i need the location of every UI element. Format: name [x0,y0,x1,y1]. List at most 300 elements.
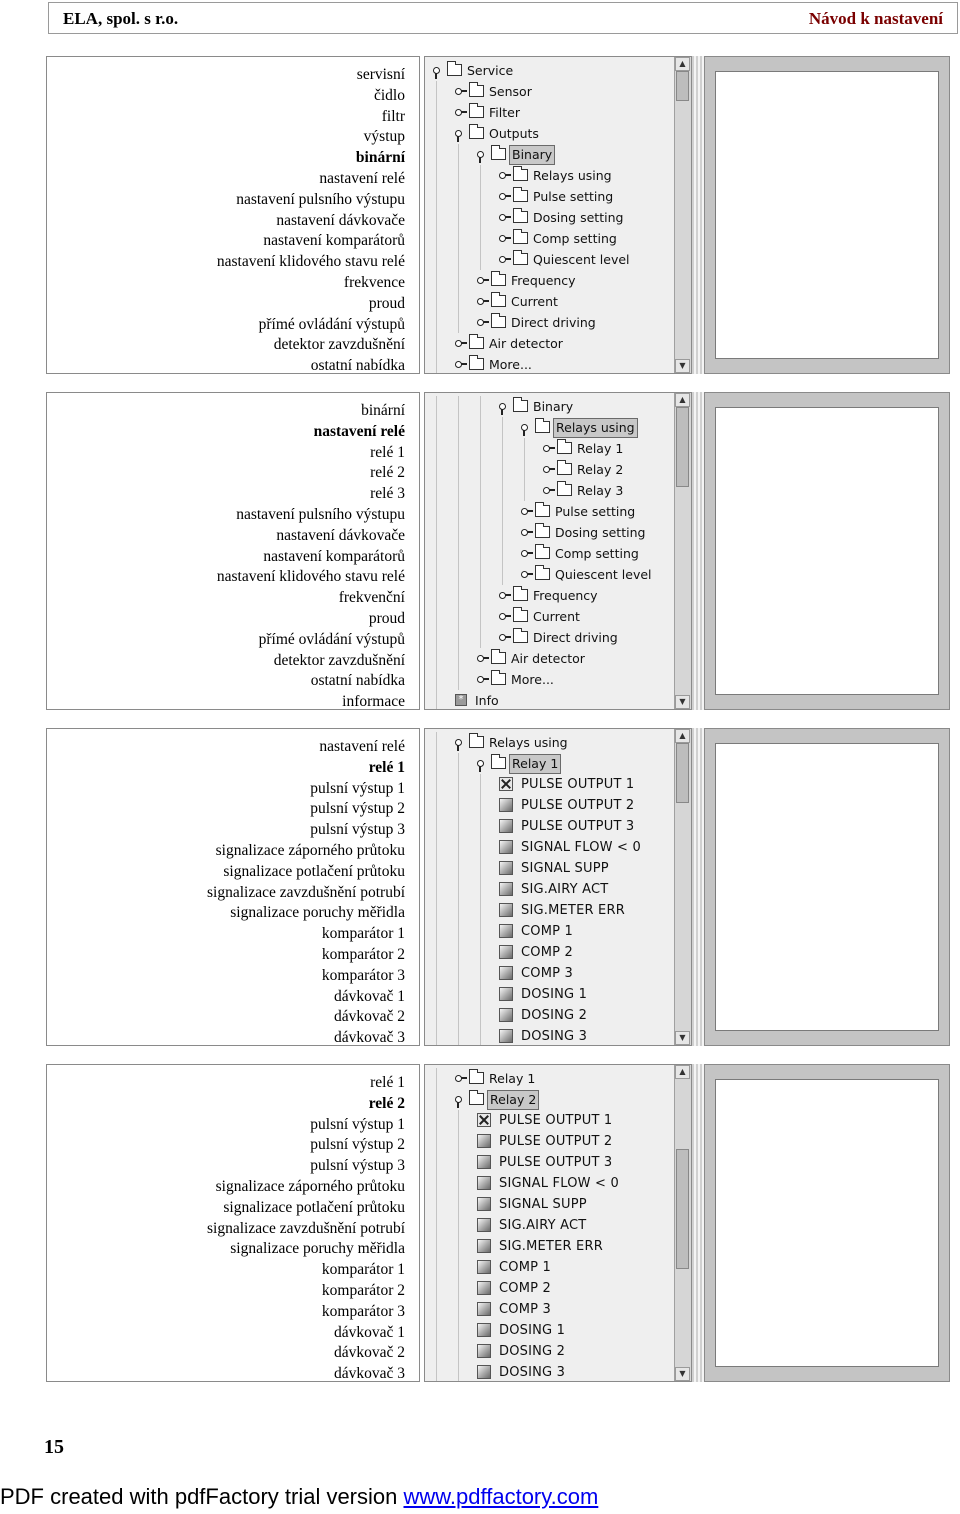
tree-node-label: SIG.AIRY ACT [521,882,609,897]
tree-node[interactable] [425,354,673,374]
collapsed-node-icon[interactable] [455,340,462,347]
option-icon[interactable] [499,987,513,1001]
tree-guide-line [436,564,437,585]
tree-node[interactable] [425,249,673,270]
tree-guide-line [480,249,481,270]
menu-text-item: signalizace zavzdušnění potrubí [207,883,405,901]
expanded-node-icon[interactable] [455,739,462,746]
collapsed-node-icon[interactable] [477,319,484,326]
tree-guide-line [458,228,459,249]
tree-node-label: DOSING 1 [499,1323,566,1338]
tree-guide-line [480,501,481,522]
detail-panel [704,392,950,710]
tree-guide-line [458,774,459,795]
tree-guide-line [436,879,437,900]
tree-node[interactable] [425,60,673,81]
tree-guide-line [436,1089,437,1110]
tree-guide-line [458,858,459,879]
expanded-node-icon[interactable] [477,760,484,767]
tree-guide-line [436,942,437,963]
folder-icon [513,211,528,223]
option-icon[interactable] [499,819,513,833]
tree-node-label: DOSING 2 [499,1344,566,1359]
tree-guide-line [458,837,459,858]
tree-node[interactable] [425,1068,673,1089]
tree-node[interactable] [425,942,673,963]
tree-node-label: Air detector [489,336,563,351]
tree-node[interactable] [425,858,673,879]
option-icon[interactable] [477,1260,491,1274]
tree-guide-line [436,165,437,186]
menu-text-list [207,737,405,1049]
scroll-up-arrow-icon[interactable]: ▲ [675,1065,690,1079]
tree-node-label: SIG.METER ERR [499,1239,603,1254]
expanded-node-icon[interactable] [521,424,528,431]
tree-node[interactable] [425,690,673,710]
folder-icon [513,253,528,265]
tree-scrollbar[interactable] [674,729,691,1045]
tree-guide-line [436,249,437,270]
menu-text-item: pulsní výstup 3 [310,821,405,839]
tree-guide-line [480,1026,481,1046]
collapsed-node-icon[interactable] [477,676,484,683]
folder-icon [491,757,506,769]
menu-text-item: relé 2 [370,464,405,482]
tree-node-label: SIG.METER ERR [521,903,625,918]
option-icon[interactable] [499,1029,513,1043]
tree-node-label: DOSING 1 [521,987,588,1002]
collapsed-node-icon[interactable] [499,214,506,221]
folder-icon [469,736,484,748]
tree-guide-line [458,396,459,417]
tree-scrollbar[interactable] [674,1065,691,1381]
collapsed-node-icon[interactable] [477,277,484,284]
tree-guide-line [436,1278,437,1299]
menu-text-item: pulsní výstup 2 [310,1136,405,1154]
folder-icon [469,337,484,349]
tree-guide-line [436,963,437,984]
tree-guide-line [458,585,459,606]
expanded-node-icon[interactable] [433,67,440,74]
tree-guide-line [436,1215,437,1236]
option-icon[interactable] [499,1008,513,1022]
tree-node[interactable] [425,270,673,291]
tree-guide-line [458,1173,459,1194]
detail-panel [704,1064,950,1382]
collapsed-node-icon[interactable] [499,256,506,263]
menu-text-item: nastavení relé [319,169,405,187]
page-number: 15 [44,1436,64,1458]
czech-menu-list [46,728,420,1046]
tree-node[interactable] [425,207,673,228]
expanded-node-icon[interactable] [499,403,506,410]
tree-guide-line [458,1194,459,1215]
tree-node[interactable] [425,648,673,669]
tree-node-label: Binary [533,399,574,414]
scroll-up-arrow-icon[interactable]: ▲ [675,57,690,71]
collapsed-node-icon[interactable] [455,88,462,95]
tree-scrollbar[interactable] [674,57,691,373]
tree-guide-line [458,459,459,480]
tree-guide-line [436,1005,437,1026]
tree-guide-line [436,501,437,522]
collapsed-node-icon[interactable] [543,487,550,494]
tree-node[interactable] [425,1278,673,1299]
tree-guide-line [436,1299,437,1320]
folder-icon [447,64,462,76]
option-icon[interactable] [499,966,513,980]
tree-guide-line [436,606,437,627]
tree-node-label: COMP 3 [499,1302,551,1317]
menu-text-item: dávkovač 2 [333,1344,405,1362]
tree-guide-line [480,1005,481,1026]
tree-node-label: PULSE OUTPUT 2 [521,798,635,813]
menu-text-list [207,1073,405,1385]
tree-guide-line [436,1362,437,1382]
tree-guide-line [436,186,437,207]
company-name: ELA, spol. s r.o. [63,9,179,28]
collapsed-node-icon[interactable] [521,571,528,578]
tree-guide-line [436,459,437,480]
expanded-node-icon[interactable] [455,1096,462,1103]
option-icon[interactable] [499,882,513,896]
menu-text-item: komparátor 2 [321,1281,405,1299]
tree-guide-line [480,627,481,648]
option-icon[interactable] [477,1218,491,1232]
tree-guide-line [502,543,503,564]
scroll-down-arrow-icon[interactable]: ▼ [675,359,690,373]
tree-guide-line [436,522,437,543]
option-icon[interactable] [477,1239,491,1253]
option-icon[interactable] [477,1134,491,1148]
tree-node[interactable] [425,81,673,102]
menu-text-item: nastavení relé [313,422,405,440]
menu-text-item: komparátor 3 [321,1302,405,1320]
tree-guide-line [458,627,459,648]
tree-node-label: COMP 1 [499,1260,551,1275]
tree-node-label: Relay 3 [577,483,624,498]
collapsed-node-icon[interactable] [499,634,506,641]
tree-node-label: Relays using [489,735,568,750]
option-icon[interactable] [499,798,513,812]
tree-node-label: PULSE OUTPUT 2 [499,1134,613,1149]
menu-text-item: binární [355,149,405,167]
option-icon[interactable] [477,1197,491,1211]
folder-icon [491,148,506,160]
tree-guide-line [480,480,481,501]
tree-node[interactable] [425,564,673,585]
tree-node[interactable] [425,1110,673,1131]
collapsed-node-icon[interactable] [543,466,550,473]
tree-node-label: Dosing setting [533,210,624,225]
scroll-down-arrow-icon[interactable]: ▼ [675,1367,690,1381]
tree-node[interactable] [425,774,673,795]
tree-node[interactable] [425,900,673,921]
menu-text-item: dávkovač 1 [333,987,405,1005]
tree-guide-line [458,1005,459,1026]
expanded-node-icon[interactable] [477,151,484,158]
tree-guide-line [458,648,459,669]
checked-option-icon[interactable] [477,1113,491,1127]
folder-icon [491,295,506,307]
option-icon[interactable] [477,1344,491,1358]
tree-guide-line [436,858,437,879]
split-divider[interactable] [692,56,704,374]
menu-text-item: dávkovač 3 [333,1029,405,1047]
scroll-thumb[interactable] [676,1149,689,1269]
tree-node[interactable] [425,1341,673,1362]
folder-icon [513,589,528,601]
tree-guide-line [458,543,459,564]
tree-guide-line [458,291,459,312]
tree-node[interactable] [425,333,673,354]
menu-text-item: čidlo [374,86,405,104]
tree-node-label: DOSING 3 [499,1365,566,1380]
expanded-node-icon[interactable] [455,130,462,137]
tree-guide-line [458,921,459,942]
tree-guide-line [436,291,437,312]
tree-guide-line [436,543,437,564]
tree-scrollbar[interactable] [674,393,691,709]
tree-guide-line [480,438,481,459]
collapsed-node-icon[interactable] [455,361,462,368]
scroll-thumb[interactable] [676,71,689,101]
tree-node[interactable] [425,606,673,627]
menu-text-item: servisní [356,66,405,83]
tree-guide-line [436,732,437,753]
menu-text-item: signalizace záporného průtoku [215,1177,405,1195]
folder-icon [491,316,506,328]
folder-icon [491,652,506,664]
option-icon[interactable] [499,903,513,917]
footer-link[interactable]: www.pdffactory.com [403,1484,599,1509]
option-icon[interactable] [477,1155,491,1169]
tree-node[interactable] [425,123,673,144]
tree-node[interactable] [425,522,673,543]
menu-text-list [217,65,405,377]
tree-node[interactable] [425,795,673,816]
option-icon[interactable] [477,1365,491,1379]
tree-guide-line [436,984,437,1005]
option-icon[interactable] [499,924,513,938]
folder-icon [557,484,572,496]
menu-text-item: dávkovač 3 [333,1365,405,1383]
tree-node[interactable] [425,732,673,753]
tree-node[interactable] [425,1215,673,1236]
folder-icon [535,568,550,580]
tree-guide-line [436,921,437,942]
tree-node[interactable] [425,396,673,417]
menu-text-item: signalizace poruchy měřidla [230,904,405,922]
split-divider[interactable] [692,1064,704,1382]
menu-text-item: nastavení klidového stavu relé [216,568,405,586]
tree-node-label: Sensor [489,84,532,99]
tree-node-label: More... [489,357,532,372]
tree-node[interactable] [425,837,673,858]
tree-node[interactable] [425,480,673,501]
collapsed-node-icon[interactable] [499,235,506,242]
tree-guide-line [458,249,459,270]
scroll-down-arrow-icon[interactable]: ▼ [675,1031,690,1045]
tree-guide-line [436,123,437,144]
tree-node[interactable] [425,144,673,165]
tree-node[interactable] [425,291,673,312]
tree-node[interactable] [425,1089,673,1110]
tree-guide-line [458,1110,459,1131]
scroll-thumb[interactable] [676,743,689,803]
tree-guide-line [480,459,481,480]
folder-icon [469,1093,484,1105]
tree-guide-line [458,1341,459,1362]
tree-node[interactable] [425,1320,673,1341]
tree-guide-line [458,816,459,837]
tree-node[interactable] [425,879,673,900]
menu-text-item: signalizace potlačení průtoku [223,862,405,880]
tree-node[interactable] [425,984,673,1005]
tree-guide-line [502,501,503,522]
collapsed-node-icon[interactable] [477,655,484,662]
tree-node[interactable] [425,753,673,774]
option-icon[interactable] [477,1176,491,1190]
tree-node[interactable] [425,312,673,333]
menu-text-item: proud [368,294,405,312]
collapsed-node-icon[interactable] [455,1075,462,1082]
tree-node[interactable] [425,1005,673,1026]
tree-node[interactable] [425,1173,673,1194]
menu-text-item: signalizace zavzdušnění potrubí [207,1219,405,1237]
detail-display [715,1079,939,1367]
tree-guide-line [480,984,481,1005]
tree-node[interactable] [425,102,673,123]
collapsed-node-icon[interactable] [499,172,506,179]
tree-guide-line [458,753,459,774]
menu-text-item: relé 2 [368,1094,405,1112]
option-icon[interactable] [477,1302,491,1316]
collapsed-node-icon[interactable] [499,592,506,599]
tree-node-label: Outputs [489,126,539,141]
tree-node[interactable] [425,669,673,690]
tree-guide-line [436,102,437,123]
menu-text-item: komparátor 1 [321,925,405,943]
czech-menu-list [46,392,420,710]
tree-guide-line [524,459,525,480]
tree-guide-line [458,480,459,501]
tree-node-label: SIGNAL SUPP [521,861,609,876]
tree-guide-line [480,417,481,438]
tree-node[interactable] [425,1131,673,1152]
tree-guide-line [480,942,481,963]
menu-text-item: signalizace potlačení průtoku [223,1198,405,1216]
tree-guide-line [436,900,437,921]
split-divider[interactable] [692,392,704,710]
checked-option-icon[interactable] [499,777,513,791]
tree-guide-line [458,564,459,585]
collapsed-node-icon[interactable] [499,193,506,200]
tree-node[interactable] [425,438,673,459]
menu-tree-pane [424,728,692,1046]
tree-node[interactable] [425,585,673,606]
tree-node[interactable] [425,627,673,648]
collapsed-node-icon[interactable] [521,529,528,536]
tree-node[interactable] [425,501,673,522]
tree-guide-line [458,522,459,543]
menu-text-item: nastavení komparátorů [263,547,405,565]
scroll-thumb[interactable] [676,407,689,487]
folder-icon [469,106,484,118]
tree-guide-line [436,1110,437,1131]
collapsed-node-icon[interactable] [543,445,550,452]
tree-node-label: Relay 1 [489,1071,536,1086]
folder-icon [513,610,528,622]
tree-node[interactable] [425,459,673,480]
tree-guide-line [436,144,437,165]
tree-guide-line [458,1362,459,1382]
tree-node[interactable] [425,1362,673,1382]
tree-node-label: Current [511,294,558,309]
collapsed-node-icon[interactable] [455,109,462,116]
tree-guide-line [436,228,437,249]
collapsed-node-icon[interactable] [521,550,528,557]
tree-node[interactable] [425,1152,673,1173]
tree-node[interactable] [425,417,673,438]
tree-node[interactable] [425,186,673,207]
option-icon[interactable] [499,840,513,854]
menu-text-item: nastavení klidového stavu relé [216,253,405,271]
tree-guide-line [502,564,503,585]
tree-guide-line [436,837,437,858]
scroll-up-arrow-icon[interactable]: ▲ [675,393,690,407]
menu-text-item: komparátor 1 [321,1261,405,1279]
tree-node[interactable] [425,963,673,984]
tree-guide-line [458,1215,459,1236]
tree-guide-line [436,753,437,774]
tree-node-label: Relay 2 [577,462,624,477]
tree-node[interactable] [425,921,673,942]
tree-node[interactable] [425,1026,673,1046]
split-divider[interactable] [692,728,704,1046]
menu-text-item: ostatní nabídka [310,672,405,690]
menu-text-item: dávkovač 1 [333,1323,405,1341]
tree-node[interactable] [425,816,673,837]
option-icon[interactable] [477,1323,491,1337]
collapsed-node-icon[interactable] [521,508,528,515]
tree-node[interactable] [425,1236,673,1257]
option-icon[interactable] [499,945,513,959]
tree-node[interactable] [425,543,673,564]
collapsed-node-icon[interactable] [477,298,484,305]
option-icon[interactable] [477,1281,491,1295]
tree-guide-line [436,480,437,501]
tree-node[interactable] [425,1194,673,1215]
option-icon[interactable] [499,861,513,875]
scroll-up-arrow-icon[interactable]: ▲ [675,729,690,743]
tree-guide-line [436,585,437,606]
menu-text-item: relé 1 [368,758,405,776]
menu-tree-pane [424,56,692,374]
tree-guide-line [436,690,437,710]
tree-node[interactable] [425,1257,673,1278]
scroll-down-arrow-icon[interactable]: ▼ [675,695,690,709]
collapsed-node-icon[interactable] [499,613,506,620]
tree-node-label: Relay 1 [577,441,624,456]
tree-node[interactable] [425,165,673,186]
tree-node[interactable] [425,228,673,249]
tree-node-label: Relay 1 [509,754,561,774]
tree-node-label: Pulse setting [533,189,614,204]
tree-node[interactable] [425,1299,673,1320]
tree-guide-line [458,606,459,627]
menu-text-item: detektor zavzdušnění [273,336,405,354]
